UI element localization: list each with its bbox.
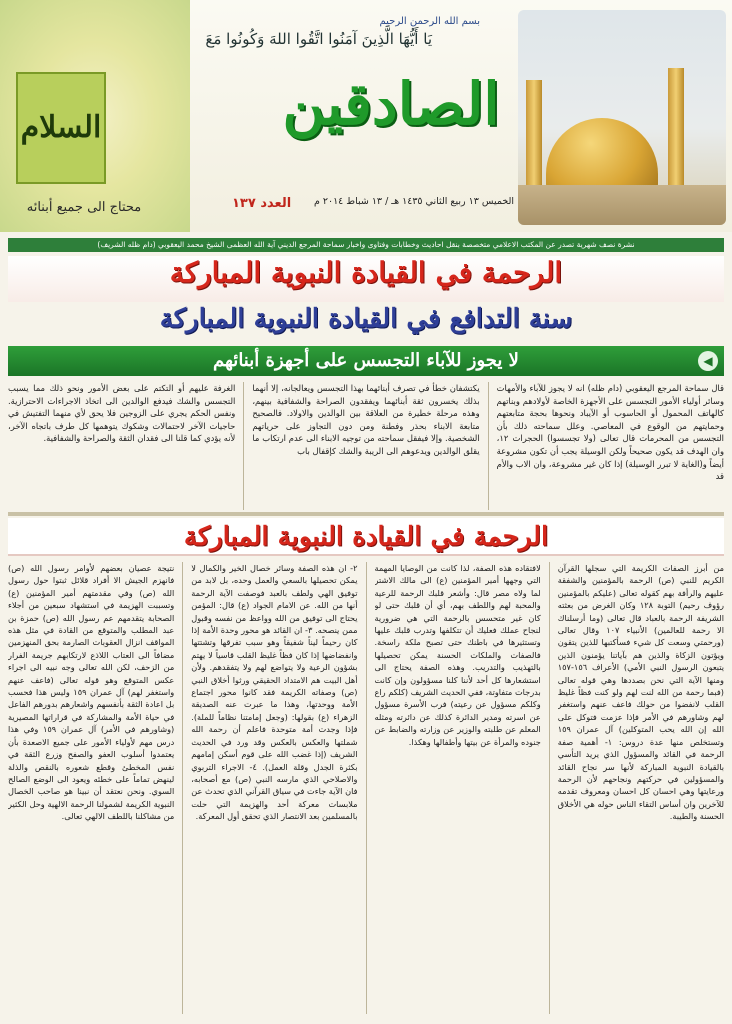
column-divider xyxy=(182,562,183,1014)
masthead xyxy=(0,0,732,232)
article-column: لافتقاده هذه الصفة، لذا كانت من الوصايا المهمة التي وجهها أمير المؤمنين (ع) الى مالك الاشتر لما ولاه مصر قال: وأشعر قلبك الرحمة للرعية والمحبة لهم واللطف بهم، أي أن قلبك حتى لو كان غير متحسس بالرحمة التي هي ضرورية لنجاح عملك فعليك أن تتكلفها وتدرب قلبك عليها وتستثيرها في باطنك حتى تصبح ملكة راسخة. فالصفات والملكات الحسنة يمكن تحصيلها بالتهذيب والتدريب. وهذه الصفة يحتاج الى استشعارها كل أحد لأننا كلنا مسؤولون وإن كانت بدرجات متفاوتة، ففي الحديث الشريف (كلكم راع وكلكم مسؤول عن رعيته) فرب الأسرة مسؤول عن اسرته ومدير الدائرة كذلك عن دائرته ومثله المعلم عن طلبته والوزير عن وزارته والضابط عن جنوده والمرأة عن بيتها وأطفالها وهكذا. xyxy=(374,563,541,747)
column-divider xyxy=(488,382,489,510)
headline-mercy: الرحمة في القيادة النبوية المباركة xyxy=(8,256,724,302)
article-column: قال سماحة المرجع اليعقوبي (دام ظله) انه لا يجوز للآباء والأمهات وسائر أولياء الأمور التجسس على الأجهزة الخاصة لأولادهم وبناتهم كالهاتف المحمول أو الحاسوب أو الآيباد ونحوها بحجة متابعتهم وحمايتهم من الوقوع في المعاصي. وعلل سماحته ذلك بأن التجسس من المحرمات قال تعالى (ولا تجسسوا) الحجرات ١٢، وان الهدف قد يكون صحيحاً ولكن الوسيلة يجب أن تكون مشروعة أيضاً و(الغاية لا تبرر الوسيلة) إذا كان غير مشروعة، وان الاب والأم قد xyxy=(496,383,724,482)
headline-mercy-section: الرحمة في القيادة النبوية المباركة xyxy=(8,518,724,556)
bottom-article xyxy=(8,562,724,1014)
golden-dome xyxy=(546,118,658,190)
top-article xyxy=(8,382,724,510)
article-column: من أبرز الصفات الكريمة التي سجلها القرآن الكريم للنبي (ص) الرحمة بالمؤمنين والشفقة عليهم والرأفة بهم كقوله تعالى (عليكم بالمؤمنين رؤوف رحيم) التوبة ١٢٨ وكان الغرض من بعثته الشريفة الرحمة بالعباد قال تعالى (وما أرسلناك الا رحمة للعالمين) الأنبياء ١٠٧ وقال تعالى (ورحمتي وسعت كل شيء فسأكتبها للذين يتقون ويؤتون الزكاة والذين هم بآياتنا يؤمنون الذين يتبعون الرسول النبي الأمي) الأعراف ١٥٦-١٥٧ ومنها الآية التي نحن بصددها وهي قوله تعالى (فبما رحمة من الله لنت لهم ولو كنت فظاً غليظ القلب لانفضوا من حولك فاعف عنهم واستغفر لهم وشاورهم في الأمر فإذا عزمت فتوكل على الله إن الله يحب المتوكلين) آل عمران ١٥٩ وتستخلص منها عدة دروس: ١- أهمية صفة الرحمة في القائد والمسؤول الذي يريد التأسي بالقيادة النبوية المباركة لأنها سر نجاح القائد والمسؤولين في حركتهم ونجاحهم لأن الرحمة ورعايتها وهي احسان كل احسان ومعروف تقدمه للآخرين وان أساس التقاء الناس حوله هي الأخلاق الحسنة والطيبة. xyxy=(557,563,724,822)
basmala: بسم الله الرحمن الرحيم xyxy=(379,16,480,27)
article-column: الغرفة عليهم أو التكتم على بعض الأمور ونحو ذلك مما يسبب التجسس والشك فيدفع الوالدين الى اتخاذ الاجراءات الاحترازية. ونفس الحكم يجري على الزوجين فلا يحق لأي منهما التفتيش في حاجيات الآخر لاحتمالات وشكوك يتوهمها كل طرف باتجاه الآخر، لأنه يؤدي كما قلنا الى فقدان الثقة والصراحة والشفافية. xyxy=(8,383,236,444)
issue-number: العدد ١٣٧ xyxy=(232,196,292,211)
newspaper-title: الصادقين xyxy=(282,70,500,138)
calligraphy-emblem: السلام xyxy=(16,72,106,184)
shrine-base xyxy=(518,185,726,225)
headline-tadafu: سنة التدافع في القيادة النبوية المباركة xyxy=(159,304,573,334)
article-banner xyxy=(8,346,724,376)
column-divider xyxy=(243,382,244,510)
article-column: ٢- ان هذه الصفة وسائر خصال الخير والكمال لا يمكن تحصيلها بالسعي والعمل وحده، بل لابد من توفيق الهي ولطف بالعبد فوصفت الآية الرحمة أنها من الله. عن الامام الجواد (ع) قال: المؤمن يحتاج الى توفيق من الله وواعظ من نفسه وقبول ممن ينصحه. ٣- ان القائد هو محور وحدة الأمة إذا كان رحيماً ليناً شفيقاً وهو سبب تفرقها وتشتتها وانفضاضها إذا كان فظاً غليظ القلب قاسياً لا يهتم بشؤون الرعية ولا يتواضع لهم ولا يتفقدهم. ولأن أهل البيت هم الامتداد الحقيقي ورثوا أخلاق النبي (ص) وصفاته الكريمة فقد كانوا محور اجتماع الأمة ووحدتها، وهذا ما عبرت عنه الصديقة الزهراء (ع) بقولها: (وجعل إمامتنا نظاماً للملة). فإذا وجدت أمة متوحدة فاعلم أن رحمة الله شملتها والعكس بالعكس وقد ورد في الحديث الشريف (إذا غضب الله على قوم أسكن إمامهم بكثرة الجدل وقلة العمل). ٤- الاجراء التربوي والاصلاحي الذي مارسه النبي (ص) مع أصحابه، فان الآية جاءت في سياق القرآني الذي تحدث عن ملابسات معركة أحد والهزيمة التي حلت بالمسلمين بعد الانتصار الذي تحقق أول المعركة. xyxy=(191,563,358,822)
column-divider xyxy=(549,562,550,1014)
quran-verse: يَا أَيُّهَا الَّذِينَ آمَنُوا اتَّقُوا اللهَ وَكُونُوا مَعَ xyxy=(205,30,432,48)
banner-title: لا يجوز للآباء التجسس على أجهزة أبنائهم xyxy=(213,350,519,371)
emblem-caption: محتاج الى جميع أبنائه xyxy=(26,200,142,215)
article-column: يكتشفان خطأ في تصرف أبنائهما بهذا التجسس ويعالجانه، إلا أنهما بذلك يخسرون ثقة أبنائهما ويفقدون الصراحة والشفافية بينهم، وهذه مرحلة خطيرة من العلاقة بين الوالدين والاولاد. فالصحيح متابعة الابناء بحذر وفطنة ومن دون التجاوز على حرياتهم الشخصية. وإلا فيفقل سماحته من توجيه الابناء الى عدم ارتكاب ما يقلق الوالدين ويدعوهم الى الريبة والشك كإقفال باب xyxy=(252,383,480,456)
bullet-icon: ◀ xyxy=(698,351,718,371)
section-divider xyxy=(8,512,724,516)
article-column: نتيجة عصيان بعضهم لأوامر رسول الله (ص) فانهزم الجيش الا أفراد قلائل ثبتوا حول رسول الله (ص) وفي مقدمتهم أمير المؤمنين (ع) وتسببت الهزيمة في استشهاد سبعين من أجلاء الصحابة يتقدمهم عم رسول الله (ص) حمزة بن عبد المطلب والمتوقع من القادة في مثل هذه المواقف انزال العقوبات الصارمة بحق المنهزمين مضافاً الى العتاب اللاذع لارتكابهم جريمة الفرار من الزحف، لكن الله تعالى وجه نبيه الى اجراء عكس المتوقع وهو قوله تعالى (فاعف عنهم واستغفر لهم) آل عمران ١٥٩ وليس هذا فحسب بل اعادة الثقة بأنفسهم واشعارهم بدورهم الفاعل في حياة الأمة والمشاركة في قراراتها المصيرية (وشاورهم في الأمر) آل عمران ١٥٩ وفي هذا درس مهم لأولياء الأمور على جميع الاصعدة بأن يعتمدوا أسلوب العفو والصفح وزرع الثقة في نفس المخطئ وقطع شعوره بالنقص والذلة لينهض تماماً على خطئه ويعود الى الوضع الصالح السوي. ونحن نعتقد أن نبينا هو صاحب الخصال النبوية الكريمة لشمولنا الرحمة الالهية وحل الكثير من مشاكلنا باللطف الالهي تعالى. xyxy=(8,563,175,822)
column-divider xyxy=(366,562,367,1014)
info-strip: نشرة نصف شهرية تصدر عن المكتب الاعلامي متخصصة بنقل احاديث وخطابات وفتاوى واخبار سماحة المرجع الديني آية الله العظمى الشيخ محمد اليعقوبي (دام ظله الشريف) xyxy=(8,238,724,252)
issue-date: الخميس ١٣ ربيع الثاني ١٤٣٥ هـ / ١٣ شباط ٢٠١٤ م xyxy=(313,196,514,207)
